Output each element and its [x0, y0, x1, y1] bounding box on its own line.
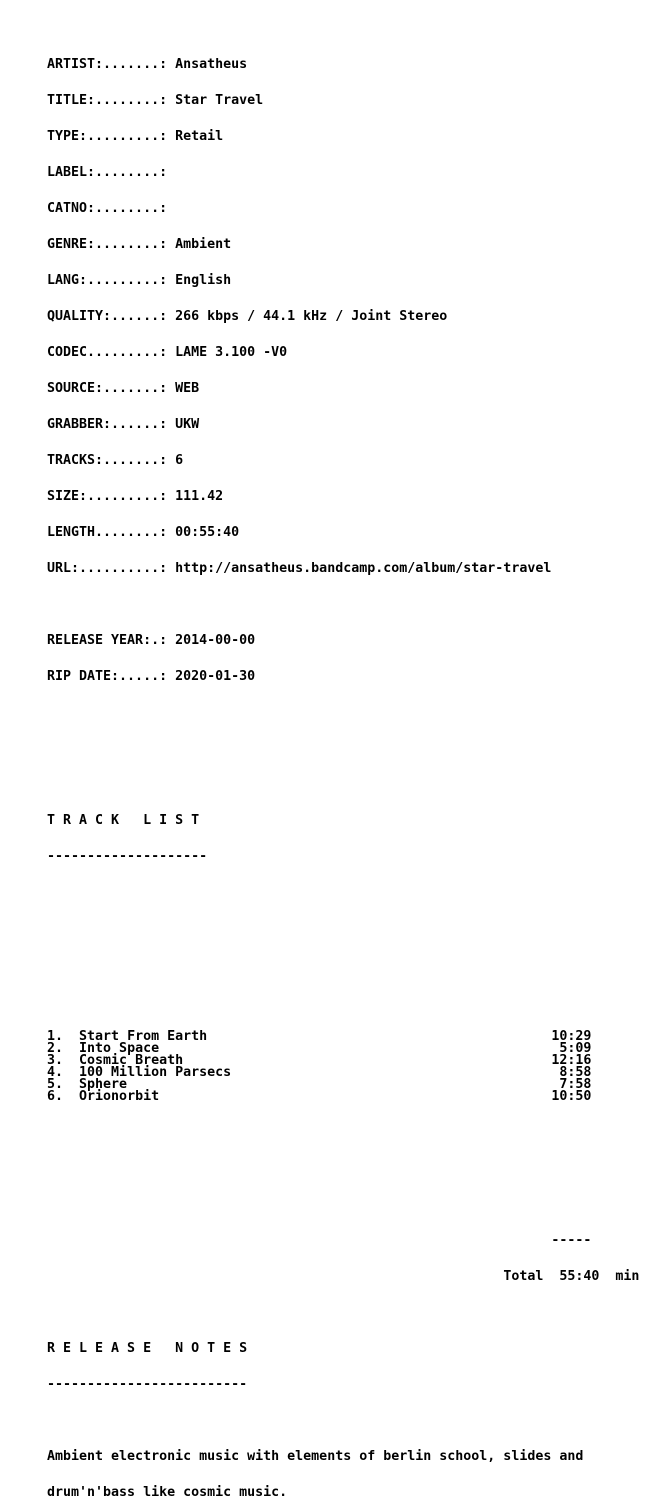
- track-title: Start From Earth: [79, 1029, 552, 1044]
- info-artist: ARTIST:.......: Ansatheus: [47, 57, 248, 72]
- tracklist-underline: --------------------: [47, 849, 208, 864]
- total-unit: min: [615, 1269, 640, 1284]
- total-rule-dashes: -----: [551, 1233, 592, 1248]
- total-label: Total: [503, 1269, 544, 1284]
- track-time: 7:58: [551, 1077, 592, 1092]
- track-time: 10:29: [551, 1029, 592, 1044]
- track-time: 5:09: [551, 1041, 592, 1056]
- info-type: TYPE:.........: Retail: [47, 129, 224, 144]
- release-notes-line: drum'n'bass like cosmic music.: [47, 1485, 288, 1500]
- info-length: LENGTH........: 00:55:40: [47, 525, 240, 540]
- track-number: 1.: [47, 1029, 80, 1044]
- track-time: 10:50: [551, 1089, 592, 1104]
- track-number: 2.: [47, 1041, 80, 1056]
- track-title: 100 Million Parsecs: [79, 1065, 552, 1080]
- track-time: 12:16: [551, 1053, 592, 1068]
- info-tracks: TRACKS:.......: 6: [47, 453, 184, 468]
- spacer: [47, 1127, 639, 1139]
- spacer: [47, 1307, 639, 1319]
- track-number: 6.: [47, 1089, 80, 1104]
- spacer: [47, 887, 639, 899]
- info-genre: GENRE:........: Ambient: [47, 237, 232, 252]
- spacer: [47, 995, 639, 1007]
- track-number: 5.: [47, 1077, 80, 1092]
- track-number: 4.: [47, 1065, 80, 1080]
- spacer: [47, 959, 639, 971]
- track-list: [47, 1031, 639, 1103]
- nfo-document: [47, 35, 639, 1511]
- track-title: Orionorbit: [79, 1089, 552, 1104]
- track-title: Cosmic Breath: [79, 1053, 552, 1068]
- total-line: [47, 1271, 639, 1283]
- track-row: [47, 1091, 639, 1103]
- info-label: LABEL:........:: [47, 165, 168, 180]
- track-number: 3.: [47, 1053, 80, 1068]
- info-source: SOURCE:.......: WEB: [47, 381, 200, 396]
- spacer: [47, 743, 639, 755]
- release-notes-heading: R E L E A S E N O T E S: [47, 1341, 248, 1356]
- spacer: [47, 707, 639, 719]
- spacer: [47, 1163, 639, 1175]
- track-title: Sphere: [79, 1077, 552, 1092]
- info-title: TITLE:........: Star Travel: [47, 93, 264, 108]
- track-title: Into Space: [79, 1041, 552, 1056]
- info-codec: CODEC.........: LAME 3.100 -V0: [47, 345, 288, 360]
- info-quality: QUALITY:......: 266 kbps / 44.1 kHz / Joint Stereo: [47, 309, 448, 324]
- spacer: [47, 1199, 639, 1211]
- spacer: [47, 599, 639, 611]
- spacer: [47, 1415, 639, 1427]
- info-catno: CATNO:........:: [47, 201, 168, 216]
- info-release-year: RELEASE YEAR:.: 2014-00-00: [47, 633, 256, 648]
- total-rule: [47, 1235, 639, 1247]
- spacer: [47, 923, 639, 935]
- info-size: SIZE:.........: 111.42: [47, 489, 224, 504]
- tracklist-heading: T R A C K L I S T: [47, 813, 200, 828]
- info-url: URL:..........: http://ansatheus.bandcamp.com/album/star-travel: [47, 561, 552, 576]
- info-rip-date: RIP DATE:.....: 2020-01-30: [47, 669, 256, 684]
- track-time: 8:58: [551, 1065, 592, 1080]
- spacer: [47, 779, 639, 791]
- release-notes-underline: -------------------------: [47, 1377, 248, 1392]
- info-grabber: GRABBER:......: UKW: [47, 417, 200, 432]
- info-lang: LANG:.........: English: [47, 273, 232, 288]
- total-time: 55:40: [559, 1269, 600, 1284]
- release-notes-line: Ambient electronic music with elements of berlin school, slides and: [47, 1449, 584, 1464]
